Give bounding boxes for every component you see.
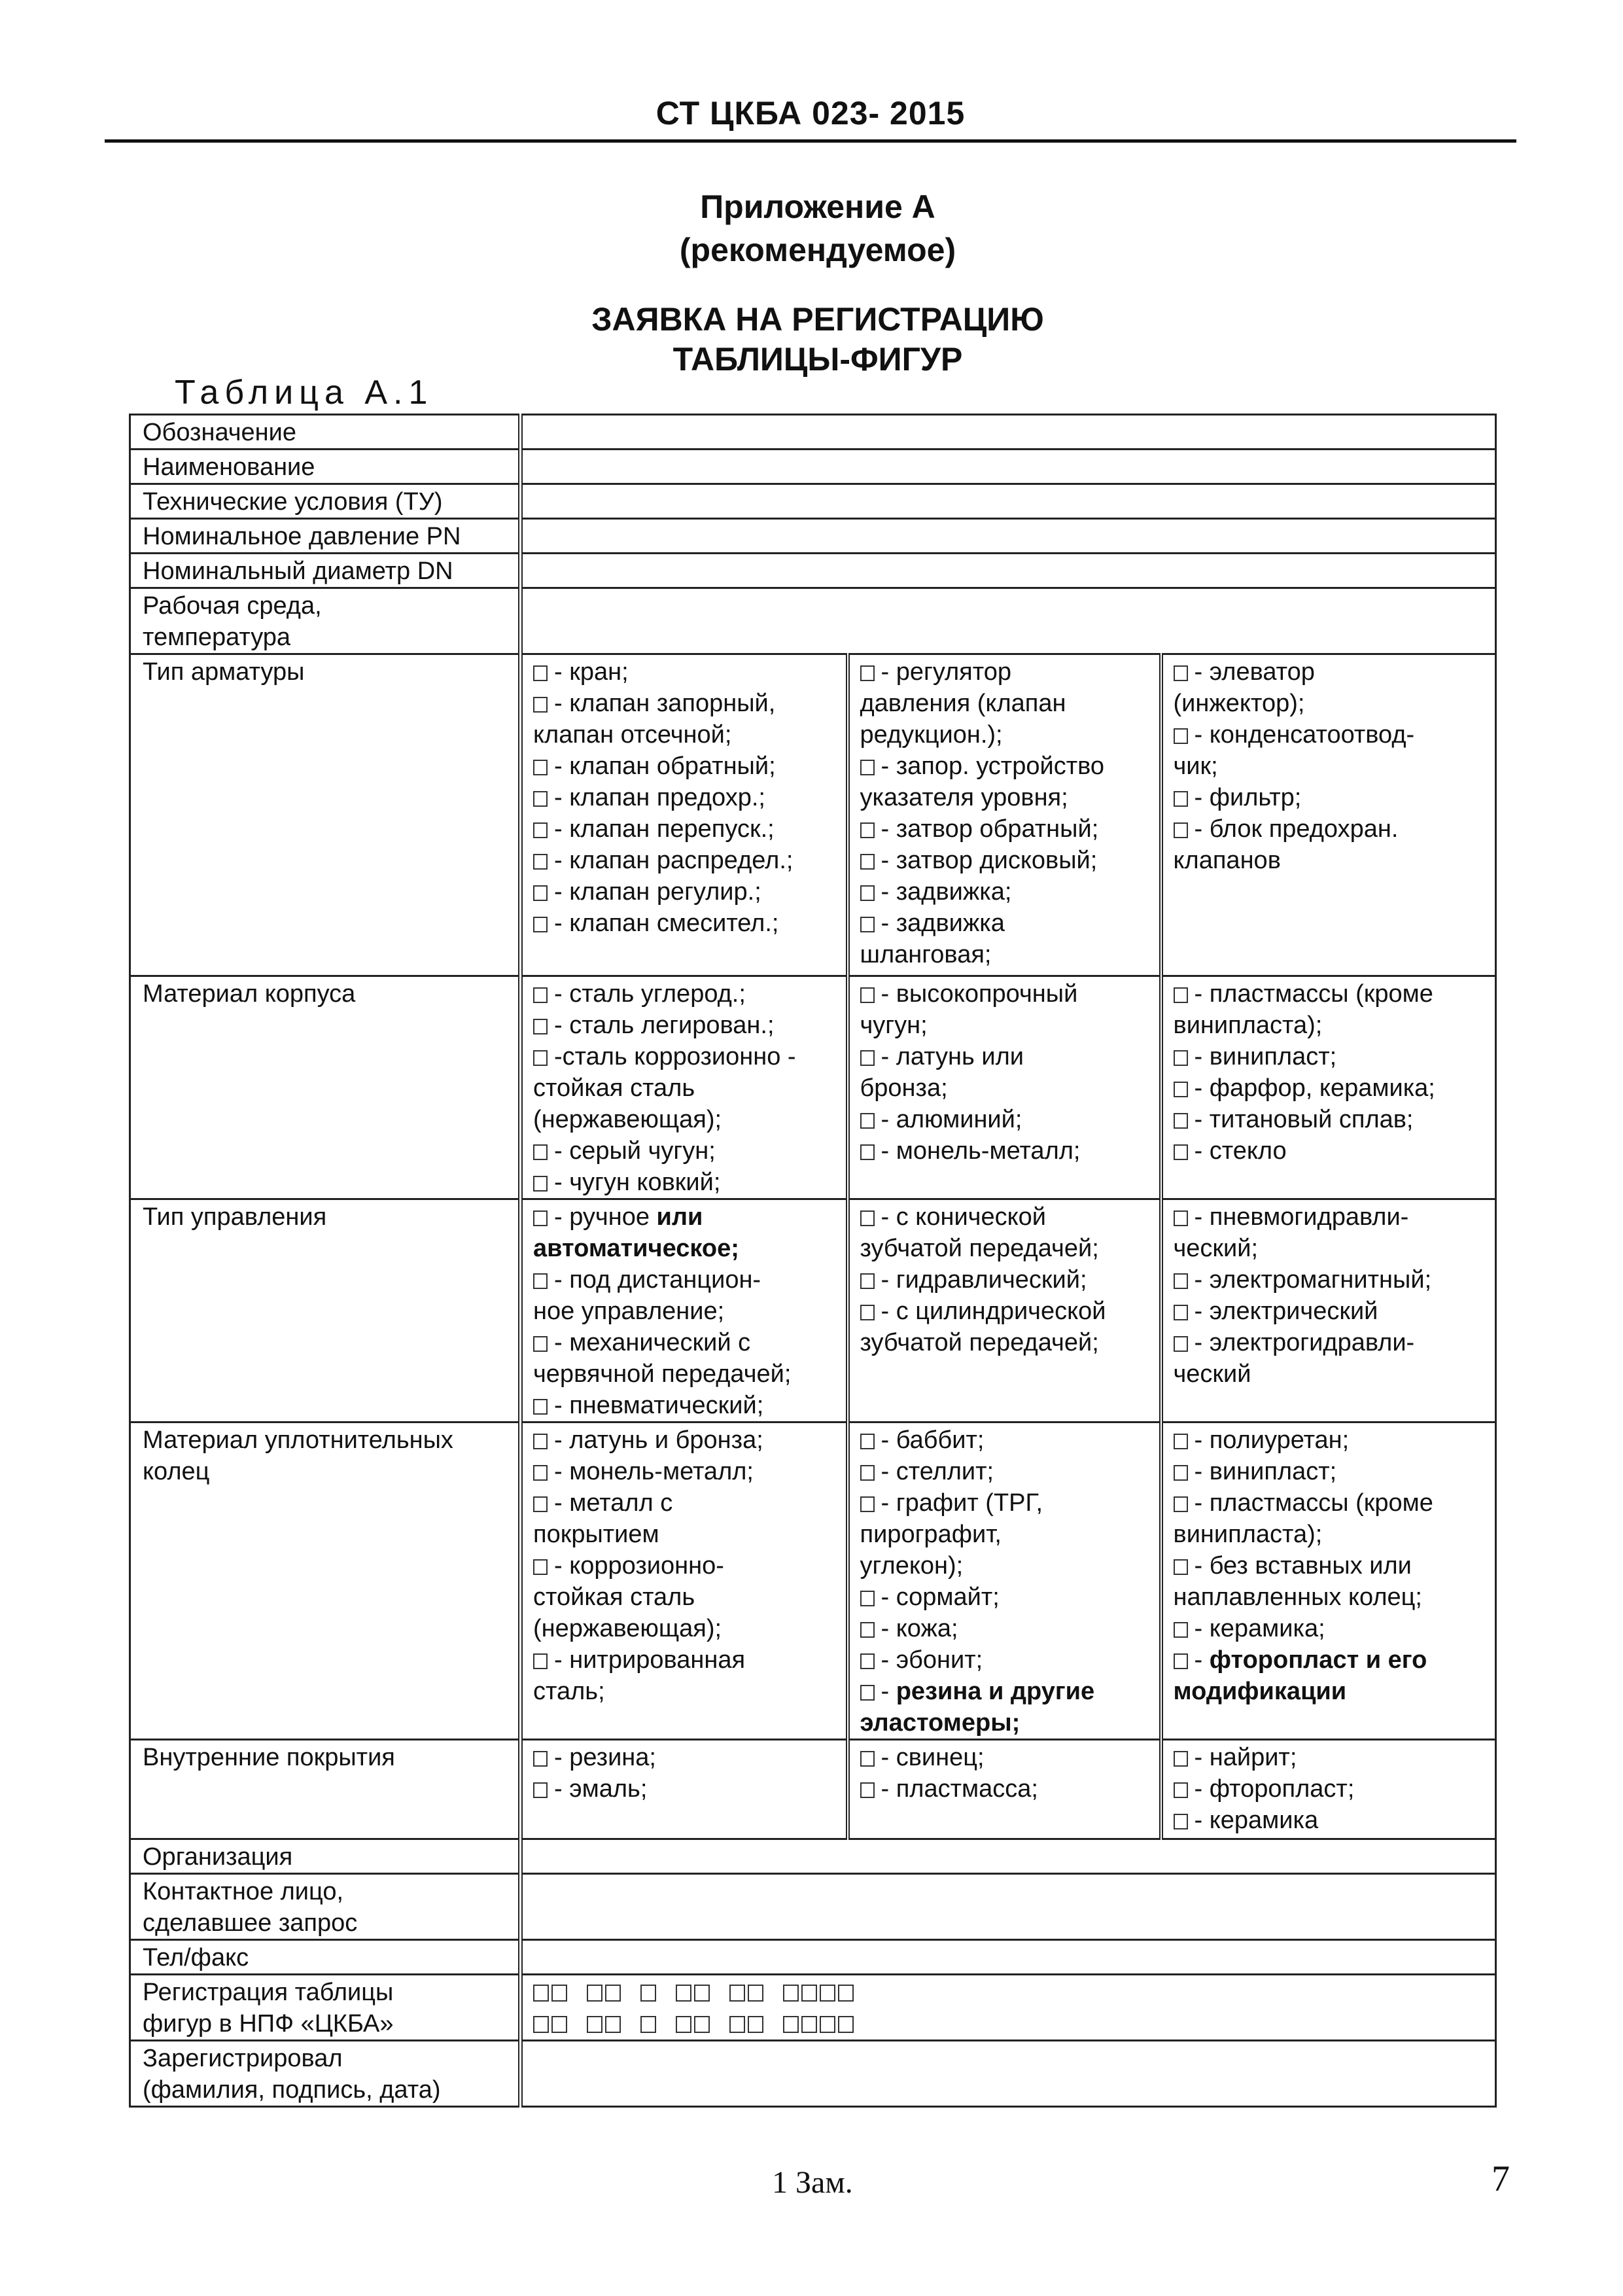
option-label: -сталь коррозионно - <box>554 1043 796 1070</box>
option-label: задвижка <box>896 910 1005 937</box>
option-label: пневмогидравли- <box>1209 1203 1409 1231</box>
option-label: задвижка; <box>896 878 1012 906</box>
checkbox-icon[interactable] <box>1174 791 1188 807</box>
table-row <box>130 1874 1496 1940</box>
checkbox-icon[interactable] <box>533 1336 548 1352</box>
option-label: монель-металл; <box>896 1137 1081 1165</box>
row-label-body-material: Материал корпуса <box>130 976 521 1199</box>
option-label: винипласт; <box>1209 1043 1337 1070</box>
option-label: запор. устройство <box>896 752 1105 780</box>
row-label-contact <box>130 1874 521 1940</box>
checkbox-icon[interactable] <box>533 917 548 932</box>
option-label: пластмассы (кроме <box>1209 980 1433 1008</box>
checkbox-icon[interactable] <box>533 1210 548 1226</box>
table-row <box>130 976 1496 1199</box>
checkbox-icon[interactable] <box>860 987 875 1003</box>
checkbox-icon[interactable] <box>533 1465 548 1481</box>
option-label-continuation: клапанов <box>1173 847 1281 874</box>
checkbox-icon[interactable] <box>533 1782 548 1798</box>
option-label: резина; <box>569 1744 656 1771</box>
checkbox-icon[interactable] <box>860 1273 875 1289</box>
tech-conditions-value-cell[interactable] <box>521 484 1496 519</box>
option-label-continuation: стойкая сталь <box>533 1074 695 1102</box>
checkbox-icon[interactable] <box>533 1399 548 1415</box>
checkbox-icon[interactable] <box>533 665 548 681</box>
checkbox-icon[interactable] <box>1174 1144 1188 1160</box>
checkbox-icon[interactable] <box>533 697 548 713</box>
appendix-title: Приложение А <box>700 188 935 225</box>
option-label-bold-continuation: модификации <box>1173 1678 1347 1705</box>
option-label: керамика; <box>1209 1615 1325 1642</box>
medium-value-cell[interactable] <box>521 588 1496 654</box>
table-row <box>130 519 1496 554</box>
checkbox-icon[interactable] <box>860 854 875 870</box>
checkbox-icon[interactable] <box>860 760 875 775</box>
option-label: эмаль; <box>569 1775 648 1803</box>
checkbox-icon[interactable] <box>860 1622 875 1638</box>
row-label-nominal-pressure: Номинальное давление PN <box>130 519 521 554</box>
option-label: стеллит; <box>896 1458 994 1485</box>
table-row <box>130 484 1496 519</box>
checkbox-icon[interactable] <box>1174 1210 1188 1226</box>
option-label: механический с <box>569 1329 751 1356</box>
option-label: затвор дисковый; <box>896 847 1098 874</box>
checkbox-icon[interactable] <box>1174 1559 1188 1575</box>
option-label: сталь легирован.; <box>569 1012 775 1039</box>
option-label-continuation: винипласта); <box>1173 1521 1323 1548</box>
registration-code-boxes[interactable] <box>533 1977 1488 2008</box>
option-label: гидравлический; <box>896 1266 1087 1294</box>
checkbox-icon[interactable] <box>533 822 548 838</box>
checkbox-icon[interactable] <box>533 1559 548 1575</box>
page-number: 7 <box>1492 2159 1510 2199</box>
option-label-continuation: зубчатой передачей; <box>860 1329 1099 1356</box>
option-label: ручное <box>569 1203 650 1231</box>
checkbox-icon[interactable] <box>533 1050 548 1066</box>
row-label-control-type: Тип управления <box>130 1199 521 1422</box>
internal-coatings-options-col1: - резина; - эмаль; <box>521 1740 848 1839</box>
option-label: керамика <box>1209 1807 1319 1834</box>
option-label: латунь или <box>896 1043 1024 1070</box>
checkbox-icon[interactable] <box>1174 1622 1188 1638</box>
option-label-bold: резина и другие <box>896 1678 1095 1705</box>
option-label-continuation: ное управление; <box>533 1298 725 1325</box>
option-label-continuation: (нержавеющая); <box>533 1106 722 1133</box>
row-label-registration <box>130 1975 521 2041</box>
row-label-registered-by <box>130 2041 521 2107</box>
registration-form-table <box>129 414 1497 2108</box>
option-label: кран; <box>569 658 629 686</box>
checkbox-icon[interactable] <box>860 1751 875 1767</box>
checkbox-icon[interactable] <box>1174 1465 1188 1481</box>
registration-label-line: Регистрация таблицы <box>143 1979 394 2006</box>
checkbox-icon[interactable] <box>1174 1814 1188 1829</box>
option-label: винипласт; <box>1209 1458 1337 1485</box>
checkbox-icon[interactable] <box>533 1496 548 1512</box>
checkbox-icon[interactable] <box>1174 1751 1188 1767</box>
option-label: элеватор <box>1209 658 1315 686</box>
option-label: электрический <box>1209 1298 1378 1325</box>
valve-type-options-col1: - кран; - клапан запорный, клапан отсечной; - клапан обратный; - клапан предохр.; - клапан перепуск.; - клапан распредел.; - клапан регулир.; - клапан смесител.; <box>521 654 848 976</box>
request-title-line1: ЗАЯВКА НА РЕГИСТРАЦИЮ <box>591 301 1044 338</box>
option-label-bold: или <box>656 1203 703 1231</box>
checkbox-icon[interactable] <box>533 885 548 901</box>
option-label: металл с <box>569 1489 673 1517</box>
checkbox-icon[interactable] <box>533 1144 548 1160</box>
checkbox-icon[interactable] <box>1174 1050 1188 1066</box>
registration-code-boxes[interactable] <box>533 2008 1488 2040</box>
row-label-internal-coatings: Внутренние покрытия <box>130 1740 521 1839</box>
registration-number-cell <box>521 1975 1496 2041</box>
option-label-continuation: (инжектор); <box>1173 690 1305 717</box>
option-label: сталь углерод.; <box>569 980 746 1008</box>
checkbox-icon[interactable] <box>1174 1434 1188 1449</box>
registered-by-value-cell[interactable] <box>521 2041 1496 2107</box>
option-label: пластмасса; <box>896 1775 1038 1803</box>
option-label: нитрированная <box>569 1646 746 1674</box>
checkbox-icon[interactable] <box>533 1751 548 1767</box>
tel-fax-value-cell[interactable] <box>521 1940 1496 1975</box>
checkbox-icon[interactable] <box>1174 1113 1188 1129</box>
option-label: алюминий; <box>896 1106 1022 1133</box>
row-label-organization: Организация <box>130 1839 521 1874</box>
option-label-continuation: пирографит, <box>860 1521 1002 1548</box>
option-label: эбонит; <box>896 1646 983 1674</box>
checkbox-icon[interactable] <box>533 1019 548 1034</box>
checkbox-icon[interactable] <box>533 760 548 775</box>
option-label: фторопласт; <box>1209 1775 1355 1803</box>
internal-coatings-options-col2: - свинец; - пластмасса; <box>848 1740 1161 1839</box>
table-row <box>130 1839 1496 1874</box>
checkbox-icon[interactable] <box>860 917 875 932</box>
option-label: клапан предохр.; <box>569 784 765 811</box>
valve-type-options-col2: - регулятор давления (клапан редукцион.); - запор. устройство указателя уровня; - затвор обратный; - затвор дисковый; - задвижка; - задвижка шланговая; <box>848 654 1161 976</box>
table-row <box>130 554 1496 588</box>
option-label: высокопрочный <box>896 980 1078 1008</box>
checkbox-icon[interactable] <box>860 1653 875 1669</box>
body-material-options-col1: - сталь углерод.; - сталь легирован.; -сталь коррозионно - стойкая сталь (нержавеющая); - серый чугун; - чугун ковкий; <box>521 976 848 1199</box>
option-label: клапан обратный; <box>569 752 776 780</box>
checkbox-icon[interactable] <box>860 1305 875 1320</box>
medium-label-line: температура <box>143 624 291 651</box>
row-label-name: Наименование <box>130 450 521 484</box>
option-label-continuation: ческий <box>1173 1360 1251 1388</box>
control-type-options-col2: - с конической зубчатой передачей; - гидравлический; - с цилиндрической зубчатой передачей; <box>848 1199 1161 1422</box>
checkbox-icon[interactable] <box>533 1273 548 1289</box>
contact-label-line: сделавшее запрос <box>143 1909 358 1937</box>
seal-material-options-col3: - полиуретан; - винипласт; - пластмассы (кроме винипласта); - без вставных или наплавленных колец; - керамика; - фторопласт и его модификации <box>1161 1422 1496 1740</box>
option-label: баббит; <box>896 1426 985 1454</box>
revision-note: 1 Зам. <box>772 2165 853 2200</box>
option-label-continuation: шланговая; <box>860 941 992 968</box>
option-label: клапан перепуск.; <box>569 815 775 843</box>
checkbox-icon[interactable] <box>1174 987 1188 1003</box>
option-label-bold: фторопласт и его <box>1209 1646 1427 1674</box>
option-label-bold-continuation: автоматическое; <box>533 1235 739 1262</box>
designation-value-cell[interactable] <box>521 415 1496 450</box>
table-row <box>130 1940 1496 1975</box>
organization-value-cell[interactable] <box>521 1839 1496 1874</box>
checkbox-icon[interactable] <box>860 1113 875 1129</box>
checkbox-icon[interactable] <box>1174 1653 1188 1669</box>
checkbox-icon[interactable] <box>860 1685 875 1701</box>
body-material-options-col3: - пластмассы (кроме винипласта); - винипласт; - фарфор, керамика; - титановый сплав; - стекло <box>1161 976 1496 1199</box>
row-label-nominal-diameter: Номинальный диаметр DN <box>130 554 521 588</box>
valve-type-options-col3: - элеватор (инжектор); - конденсатоотвод- чик; - фильтр; - блок предохран. клапанов <box>1161 654 1496 976</box>
medium-label-line: Рабочая среда, <box>143 592 322 620</box>
option-label: фарфор, керамика; <box>1209 1074 1435 1102</box>
seal-label-line: колец <box>143 1458 210 1485</box>
checkbox-icon[interactable] <box>860 1050 875 1066</box>
option-label: клапан распредел.; <box>569 847 794 874</box>
registered-label-line: (фамилия, подпись, дата) <box>143 2076 441 2104</box>
option-label: конденсатоотвод- <box>1209 721 1415 749</box>
request-title-line2: ТАБЛИЦЫ-ФИГУР <box>672 341 963 378</box>
checkbox-icon[interactable] <box>533 1176 548 1192</box>
seal-label-line: Материал уплотнительных <box>143 1426 453 1454</box>
option-label: коррозионно- <box>569 1552 724 1580</box>
option-label-continuation: бронза; <box>860 1074 948 1102</box>
option-label-continuation: винипласта); <box>1173 1012 1323 1039</box>
checkbox-icon[interactable] <box>860 822 875 838</box>
option-label: блок предохран. <box>1209 815 1399 843</box>
option-label-continuation: покрытием <box>533 1521 659 1548</box>
checkbox-icon[interactable] <box>1174 728 1188 744</box>
row-label-designation: Обозначение <box>130 415 521 450</box>
row-label-valve-type: Тип арматуры <box>130 654 521 976</box>
option-label-continuation: ческий; <box>1173 1235 1259 1262</box>
seal-material-options-col1: - латунь и бронза; - монель-металл; - металл с покрытием - коррозионно- стойкая сталь (нержавеющая); - нитрированная сталь; <box>521 1422 848 1740</box>
option-label: регулятор <box>896 658 1012 686</box>
table-row <box>130 2041 1496 2107</box>
option-label: клапан регулир.; <box>569 878 761 906</box>
option-label: серый чугун; <box>569 1137 716 1165</box>
name-value-cell[interactable] <box>521 450 1496 484</box>
checkbox-icon[interactable] <box>1174 665 1188 681</box>
option-label: пластмассы (кроме <box>1209 1489 1433 1517</box>
option-label-continuation: (нержавеющая); <box>533 1615 722 1642</box>
checkbox-icon[interactable] <box>860 885 875 901</box>
option-label: электромагнитный; <box>1209 1266 1432 1294</box>
table-row <box>130 1740 1496 1839</box>
checkbox-icon[interactable] <box>1174 1782 1188 1798</box>
option-label: полиуретан; <box>1209 1426 1350 1454</box>
registration-label-line: фигур в НПФ «ЦКБА» <box>143 2010 394 2038</box>
checkbox-icon[interactable] <box>860 1591 875 1606</box>
option-label: латунь и бронза; <box>569 1426 763 1454</box>
option-label: под дистанцион- <box>569 1266 761 1294</box>
checkbox-icon[interactable] <box>1174 1082 1188 1097</box>
document-code: СТ ЦКБА 023- 2015 <box>655 95 966 132</box>
internal-coatings-options-col3: - найрит; - фторопласт; - керамика <box>1161 1740 1496 1839</box>
table-row <box>130 415 1496 450</box>
option-label-continuation: зубчатой передачей; <box>860 1235 1099 1262</box>
option-label: найрит; <box>1209 1744 1297 1771</box>
option-label-continuation: углекон); <box>860 1552 964 1580</box>
option-label: чугун ковкий; <box>569 1169 721 1196</box>
contact-value-cell[interactable] <box>521 1874 1496 1940</box>
row-label-tech-conditions: Технические условия (ТУ) <box>130 484 521 519</box>
checkbox-icon[interactable] <box>1174 1496 1188 1512</box>
control-type-options-col1: - ручное или автоматическое; - под дистанцион- ное управление; - механический с червячной передачей; - пневматический; <box>521 1199 848 1422</box>
checkbox-icon[interactable] <box>533 1653 548 1669</box>
checkbox-icon[interactable] <box>860 1144 875 1160</box>
header-rule <box>105 139 1516 143</box>
option-label-continuation: клапан отсечной; <box>533 721 732 749</box>
checkbox-icon[interactable] <box>1174 1336 1188 1352</box>
option-label: графит (ТРГ, <box>896 1489 1043 1517</box>
nominal-diameter-value-cell[interactable] <box>521 554 1496 588</box>
option-label-continuation: редукцион.); <box>860 721 1003 749</box>
option-label: стекло <box>1209 1137 1287 1165</box>
checkbox-icon[interactable] <box>860 1465 875 1481</box>
option-label-continuation: стойкая сталь <box>533 1583 695 1611</box>
checkbox-icon[interactable] <box>1174 822 1188 838</box>
option-label: клапан смесител.; <box>569 910 779 937</box>
option-label-continuation: сталь; <box>533 1678 605 1705</box>
control-type-options-col3: - пневмогидравли- ческий; - электромагнитный; - электрический - электрогидравли- ческий <box>1161 1199 1496 1422</box>
checkbox-icon[interactable] <box>860 665 875 681</box>
body-material-options-col2: - высокопрочный чугун; - латунь или бронза; - алюминий; - монель-металл; <box>848 976 1161 1199</box>
checkbox-icon[interactable] <box>533 987 548 1003</box>
contact-label-line: Контактное лицо, <box>143 1878 344 1905</box>
option-label: без вставных или <box>1209 1552 1412 1580</box>
checkbox-icon[interactable] <box>860 1434 875 1449</box>
option-label-continuation: чик; <box>1173 752 1218 780</box>
option-label: пневматический; <box>569 1392 764 1419</box>
option-label: свинец; <box>896 1744 985 1771</box>
table-row <box>130 588 1496 654</box>
checkbox-icon[interactable] <box>860 1782 875 1798</box>
option-label-continuation: чугун; <box>860 1012 928 1039</box>
option-label-continuation: наплавленных колец; <box>1173 1583 1422 1611</box>
registered-label-line: Зарегистрировал <box>143 2045 343 2072</box>
option-label: с конической <box>896 1203 1047 1231</box>
appendix-type: (рекомендуемое) <box>679 232 956 268</box>
option-label: с цилиндрической <box>896 1298 1106 1325</box>
option-label: кожа; <box>896 1615 958 1642</box>
checkbox-icon[interactable] <box>533 854 548 870</box>
checkbox-icon[interactable] <box>533 791 548 807</box>
option-label-continuation: указателя уровня; <box>860 784 1068 811</box>
option-label-continuation: давления (клапан <box>860 690 1066 717</box>
checkbox-icon[interactable] <box>533 1434 548 1449</box>
option-label-continuation: червячной передачей; <box>533 1360 792 1388</box>
table-caption: Таблица А.1 <box>175 374 434 412</box>
checkbox-icon[interactable] <box>1174 1273 1188 1289</box>
table-row <box>130 1422 1496 1740</box>
option-label: титановый сплав; <box>1209 1106 1414 1133</box>
table-row <box>130 1199 1496 1422</box>
option-label-bold-continuation: эластомеры; <box>860 1709 1021 1737</box>
table-row <box>130 1975 1496 2041</box>
row-label-seal-material <box>130 1422 521 1740</box>
row-label-tel-fax: Тел/факс <box>130 1940 521 1975</box>
checkbox-icon[interactable] <box>860 1210 875 1226</box>
nominal-pressure-value-cell[interactable] <box>521 519 1496 554</box>
option-label: монель-металл; <box>569 1458 754 1485</box>
checkbox-icon[interactable] <box>860 1496 875 1512</box>
seal-material-options-col2: - баббит; - стеллит; - графит (ТРГ, пирографит, углекон); - сормайт; - кожа; - эбонит; - резина и другие эластомеры; <box>848 1422 1161 1740</box>
option-label: электрогидравли- <box>1209 1329 1415 1356</box>
page-header <box>105 90 1516 143</box>
table-row <box>130 450 1496 484</box>
option-label: фильтр; <box>1209 784 1302 811</box>
option-label: сормайт; <box>896 1583 1000 1611</box>
table-row <box>130 654 1496 976</box>
option-label: затвор обратный; <box>896 815 1099 843</box>
checkbox-icon[interactable] <box>1174 1305 1188 1320</box>
row-label-medium <box>130 588 521 654</box>
option-label: клапан запорный, <box>569 690 776 717</box>
